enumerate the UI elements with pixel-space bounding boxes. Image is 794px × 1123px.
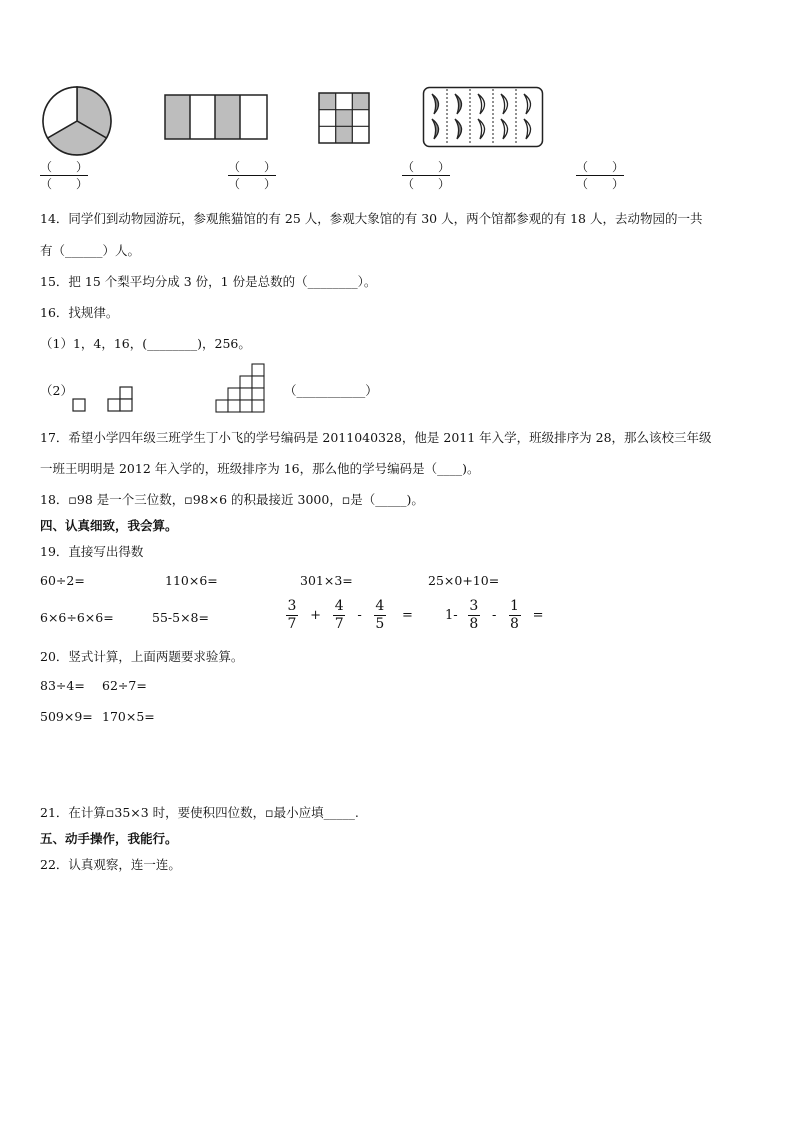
question-19-title: 19．直接写出得数 <box>40 544 144 559</box>
calc-item: 301×3= <box>300 573 353 588</box>
question-20-title: 20．竖式计算，上面两题要求验算。 <box>40 649 244 664</box>
question-16-part1: （1）1，4，16，(________)，256。 <box>40 336 251 351</box>
answer-fraction-circle[interactable] <box>40 160 88 191</box>
question-17-line2: 一班王明明是 2012 年入学的，班级排序为 16，那么他的学号编码是（____)。 <box>40 461 480 476</box>
fraction: $\frac{1}{8}$ <box>510 598 519 632</box>
calc-item: 83÷4= <box>40 678 85 693</box>
numerator-blank: （ ） <box>576 160 625 174</box>
question-22: 22．认真观察，连一连。 <box>40 857 181 872</box>
section-4-heading: 四、认真细致，我会算。 <box>40 518 178 533</box>
calc-item: 6×6÷6×6= <box>40 610 114 625</box>
numerator-blank: （ ） <box>228 160 277 174</box>
answer-fraction-rectangle[interactable] <box>228 160 276 191</box>
numerator-blank: （ ） <box>402 160 451 174</box>
question-16-part2-blank[interactable]: （___________） <box>284 383 378 398</box>
fraction-expression-2: 1- $\frac{3}{8}$ - $\frac{1}{8}$ = <box>445 598 544 632</box>
calc-item: 170×5= <box>102 709 155 724</box>
denominator-blank: （ ） <box>228 177 277 191</box>
numerator-blank: （ ） <box>40 160 89 174</box>
fraction: $\frac{4}{5}$ <box>375 598 385 632</box>
question-17-line1: 17．希望小学四年级三班学生丁小飞的学号编码是 2011040328，他是 2011 年入学，班级排序为 28，那么该校三年级 <box>40 430 712 445</box>
calc-item: 55-5×8= <box>152 610 209 625</box>
denominator-blank: （ ） <box>40 177 89 191</box>
answer-fraction-grid[interactable] <box>402 160 450 191</box>
denominator-blank: （ ） <box>576 177 625 191</box>
bananas-figure <box>422 86 544 148</box>
question-16-part2-label: （2） <box>40 383 73 398</box>
section-5-heading: 五、动手操作，我能行。 <box>40 831 178 846</box>
calc-item: 509×9= <box>40 709 93 724</box>
question-14-line2: 有（______）人。 <box>40 243 141 258</box>
rectangle-four-parts-figure <box>164 94 268 140</box>
question-15: 15．把 15 个梨平均分成 3 份，1 份是总数的（________）。 <box>40 274 377 289</box>
fraction-expression-1: $\frac{3}{7}$ + $\frac{4}{7}$ - $\frac{4}{5}$ = <box>287 598 413 632</box>
fraction: $\frac{4}{7}$ <box>334 598 344 632</box>
fraction: $\frac{3}{7}$ <box>287 598 297 632</box>
calc-item: 62÷7= <box>102 678 147 693</box>
grid-nine-squares-figure <box>318 92 370 144</box>
calc-item: 25×0+10= <box>428 573 500 588</box>
fraction: $\frac{3}{8}$ <box>469 598 479 632</box>
pattern-one-square <box>72 398 86 412</box>
question-14-line1: 14．同学们到动物园游玩，参观熊猫馆的有 25 人，参观大象馆的有 30 人，两个馆都参观的有 18 人，去动物园的一共 <box>40 211 703 226</box>
pattern-staircase-squares <box>215 363 267 413</box>
calc-item: 60÷2= <box>40 573 85 588</box>
answer-fraction-bananas[interactable] <box>576 160 624 191</box>
calc-item: 110×6= <box>165 573 218 588</box>
question-21: 21．在计算▫35×3 时，要使积四位数，▫最小应填_____. <box>40 805 359 820</box>
question-18: 18．▫98 是一个三位数，▫98×6 的积最接近 3000，▫是（_____)。 <box>40 492 424 507</box>
denominator-blank: （ ） <box>402 177 451 191</box>
circle-figure <box>40 84 114 158</box>
question-16-title: 16．找规律。 <box>40 305 119 320</box>
pattern-three-squares <box>107 386 134 412</box>
